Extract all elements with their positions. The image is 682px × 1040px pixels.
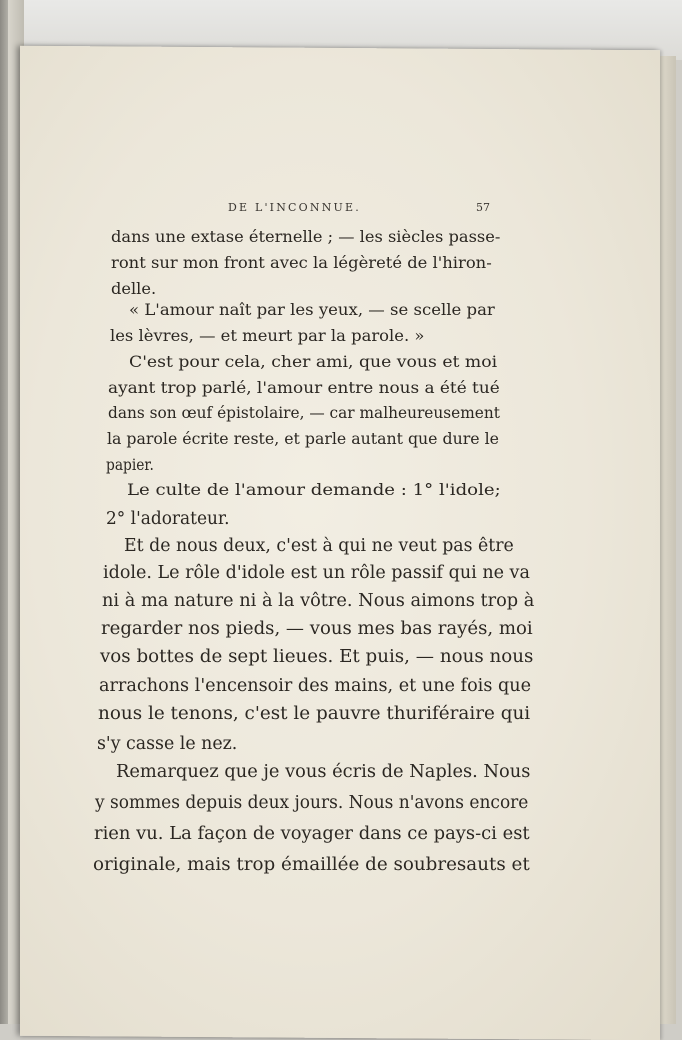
- page-number: 57: [476, 201, 490, 214]
- text-line: 2° l'adorateur.: [106, 509, 230, 529]
- text-line: delle.: [111, 280, 157, 298]
- text-line: s'y casse le nez.: [97, 734, 238, 754]
- text-line: Remarquez que je vous écris de Naples. Nous: [116, 762, 531, 782]
- text-line: la parole écrite reste, et parle autant que dure le: [107, 430, 499, 448]
- text-line: idole. Le rôle d'idole est un rôle passif qui ne va: [103, 563, 530, 583]
- text-line: les lèvres, — et meurt par la parole. »: [110, 327, 425, 345]
- text-line: dans une extase éternelle ; — les siècles passe-: [111, 228, 501, 246]
- text-line: ront sur mon front avec la légèreté de l'hiron-: [111, 254, 492, 272]
- text-line: ayant trop parlé, l'amour entre nous a été tué: [108, 379, 500, 397]
- text-line: Le culte de l'amour demande : 1° l'idole;: [127, 481, 501, 499]
- text-line: y sommes depuis deux jours. Nous n'avons encore: [95, 793, 529, 813]
- text-line: rien vu. La façon de voyager dans ce pays-ci est: [94, 824, 530, 844]
- text-line: dans son œuf épistolaire, — car malheureusement: [108, 404, 500, 422]
- text-line: originale, mais trop émaillée de soubresauts et: [93, 855, 530, 875]
- text-line: nous le tenons, c'est le pauvre thuriféraire qui: [98, 704, 531, 724]
- text-line: « L'amour naît par les yeux, — se scelle par: [129, 301, 495, 319]
- text-line: arrachons l'encensoir des mains, et une fois que: [99, 676, 532, 696]
- running-title: DE L'INCONNUE.: [228, 201, 361, 214]
- text-line: regarder nos pieds, — vous mes bas rayés, moi: [101, 619, 533, 639]
- text-line: ni à ma nature ni à la vôtre. Nous aimons trop à: [102, 591, 535, 611]
- text-line: vos bottes de sept lieues. Et puis, — nous nous: [100, 647, 534, 667]
- text-line: C'est pour cela, cher ami, que vous et moi: [129, 353, 498, 371]
- text-line: Et de nous deux, c'est à qui ne veut pas être: [124, 536, 514, 556]
- text-line: papier.: [106, 456, 154, 474]
